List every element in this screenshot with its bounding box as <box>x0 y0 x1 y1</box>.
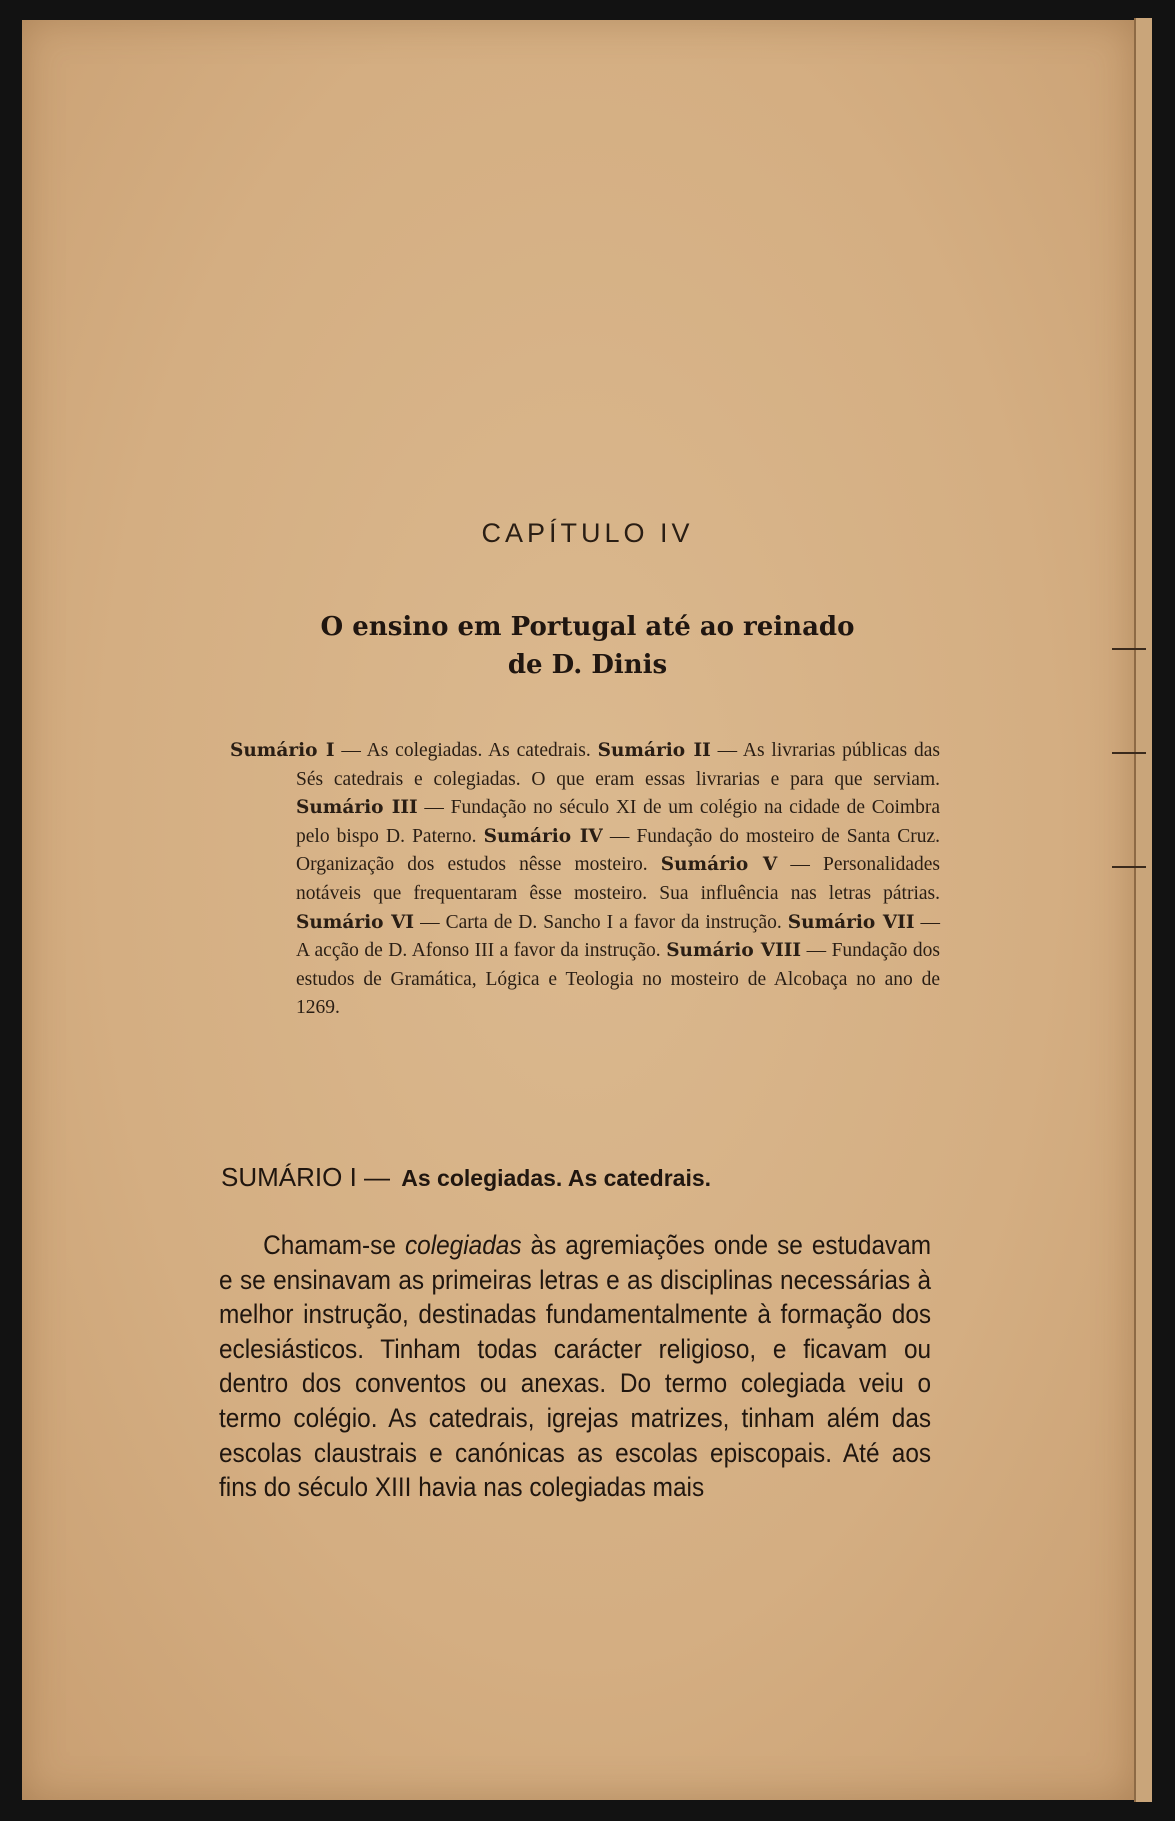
summary-label: Sumário II <box>597 740 711 761</box>
chapter-heading-line1: O ensino em Portugal até ao reinado <box>320 612 855 642</box>
summary-label: Sumário VIII <box>666 940 802 962</box>
chapter-title: CAPÍTULO IV <box>481 518 694 548</box>
chapter-heading-line2: de D. Dinis <box>507 650 668 680</box>
summary-label: Sumário V <box>660 854 778 876</box>
section-dash: — <box>356 1162 398 1192</box>
chapter-summary <box>230 737 940 1023</box>
summary-text: — As livrarias públicas das Sés catedrais e colegiadas. O que eram essas livrarias e para que serviam. <box>296 740 940 790</box>
summary-text: — Fundação dos estudos de Gramática, Lógica e Teologia no mosteiro de Alcobaça no ano de 1269. <box>296 940 940 1019</box>
summary-text: — Carta de D. Sancho I a favor da instrução. <box>414 911 788 933</box>
binding-mark <box>1112 866 1146 868</box>
section-title: As colegiadas. As catedrais. <box>401 1165 712 1191</box>
body-text-start: Chamam-se <box>263 1230 405 1260</box>
section-label: SUMÁRIO I <box>221 1162 357 1192</box>
summary-label: Sumário I <box>230 740 335 761</box>
chapter-heading <box>0 608 1175 684</box>
body-text-rest: às agremiações onde se estudavam e se ensinavam as primeiras letras e as disciplinas necessárias à melhor instrução, destinadas fundamentalmente à formação dos eclesiásticos. Tinham todas carácter religioso, e ficavam ou dentro dos conventos ou anexas. Do termo colegiada veiu o termo colégio. As catedrais, igrejas matrizes, tinham além das escolas claustrais e canónicas as escolas episcopais. Até aos fins do século XIII havia nas colegiadas mais <box>219 1230 932 1503</box>
summary-text: — Fundação do mosteiro de Santa Cruz. Organização dos estudos nêsse mosteiro. <box>296 825 940 876</box>
summary-label: Sumário III <box>296 797 418 819</box>
summary-text: — A acção de D. Afonso III a favor da instrução. <box>296 911 941 962</box>
summary-text: — As colegiadas. As catedrais. <box>334 740 598 761</box>
summary-text: — Fundação no século XI de um colégio na cidade de Coimbra pelo bispo D. Paterno. <box>296 797 940 847</box>
summary-label: Sumário VI <box>296 911 415 933</box>
binding-mark <box>1112 752 1146 754</box>
body-italic-term: colegiadas <box>404 1230 522 1260</box>
body-paragraph <box>219 1228 931 1505</box>
page-edge <box>1134 18 1152 1802</box>
section-heading <box>221 1162 1021 1193</box>
summary-text: — Personalidades notáveis que frequentaram êsse mosteiro. Sua influência nas letras pátrias. <box>296 854 940 904</box>
summary-label: Sumário IV <box>483 825 603 847</box>
summary-label: Sumário VII <box>787 911 915 933</box>
